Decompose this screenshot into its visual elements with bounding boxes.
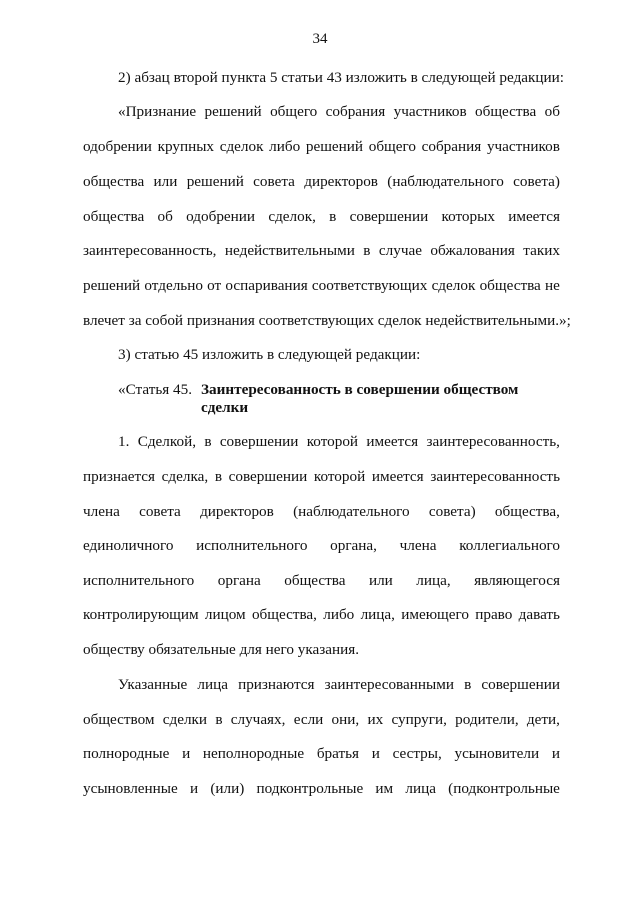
article-label: «Статья 45. — [118, 381, 193, 398]
text-line: Указанные лица признаются заинтересованными в совершении — [118, 676, 560, 693]
text-line: единоличного исполнительного органа, члена коллегиального — [83, 537, 560, 554]
text-line: общества об одобрении сделок, в совершении которых имеется — [83, 208, 560, 225]
text-line: решений отдельно от оспаривания соответствующих сделок общества не — [83, 277, 560, 294]
paragraph-3-amendment: 3) статью 45 изложить в следующей редакции: — [118, 346, 421, 363]
text-line: исполнительного органа общества или лица, являющегося — [83, 572, 560, 589]
text-line: полнородные и неполнородные братья и сестры, усыновители и — [83, 745, 560, 762]
text-line: одобрении крупных сделок либо решений общего собрания участников — [83, 138, 560, 155]
text-line: «Признание решений общего собрания участников общества об — [118, 103, 560, 120]
text-line: общества или решений совета директоров (наблюдательного совета) — [83, 173, 560, 190]
page-number: 34 — [312, 31, 328, 47]
text-line: признается сделка, в совершении которой имеется заинтересованность — [83, 468, 560, 485]
text-line: влечет за собой признания соответствующих сделок недействительными.»; — [83, 312, 571, 329]
text-line: обществу обязательные для него указания. — [83, 641, 360, 658]
text-line: заинтересованность, недействительными в случае обжалования таких — [83, 242, 560, 259]
paragraph-2-amendment: 2) абзац второй пункта 5 статьи 43 изложить в следующей редакции: — [118, 69, 565, 86]
text-line: контролирующим лицом общества, либо лица, имеющего право давать — [83, 606, 560, 623]
article-title: сделки — [201, 399, 249, 416]
article-title: Заинтересованность в совершении обществом — [201, 381, 519, 398]
text-line: члена совета директоров (наблюдательного совета) общества, — [83, 503, 560, 520]
text-line: обществом сделки в случаях, если они, их супруги, родители, дети, — [83, 711, 560, 728]
text-line: 1. Сделкой, в совершении которой имеется заинтересованность, — [118, 433, 560, 450]
text-line: усыновленные и (или) подконтрольные им лица (подконтрольные — [83, 780, 560, 797]
